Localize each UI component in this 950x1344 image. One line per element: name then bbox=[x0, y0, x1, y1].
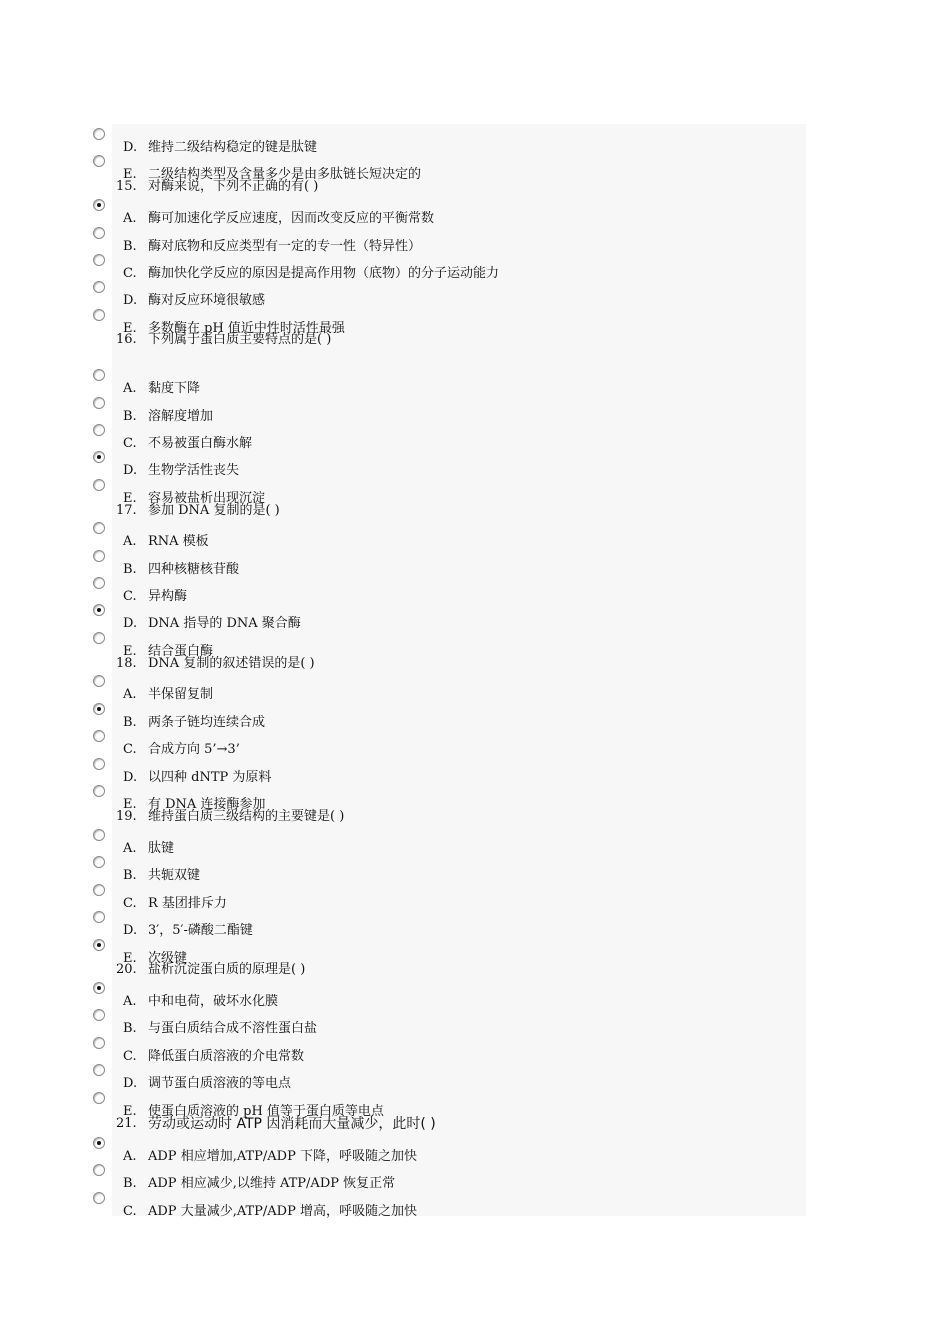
option-letter: C. bbox=[123, 589, 137, 604]
option-row[interactable] bbox=[0, 1009, 950, 1036]
radio-button[interactable] bbox=[93, 675, 105, 687]
option-row[interactable] bbox=[0, 199, 950, 226]
question-header bbox=[0, 809, 950, 825]
option-letter: C. bbox=[123, 896, 137, 911]
option-row[interactable] bbox=[0, 155, 950, 182]
option-letter: B. bbox=[123, 239, 137, 254]
radio-button[interactable] bbox=[93, 884, 105, 896]
option-letter: D. bbox=[123, 140, 138, 155]
option-row[interactable] bbox=[0, 128, 950, 155]
option-letter: C. bbox=[123, 436, 137, 451]
option-text: 中和电荷，破坏水化膜 bbox=[148, 994, 279, 1009]
option-row[interactable] bbox=[0, 451, 950, 478]
option-row[interactable] bbox=[0, 785, 950, 812]
radio-button-selected[interactable] bbox=[93, 451, 105, 463]
radio-button[interactable] bbox=[93, 1092, 105, 1104]
option-letter: D. bbox=[123, 616, 138, 631]
option-text: 生物学活性丧失 bbox=[148, 463, 240, 478]
option-row[interactable] bbox=[0, 604, 950, 631]
radio-dot-icon bbox=[97, 608, 101, 612]
option-text: 不易被蛋白酶水解 bbox=[148, 436, 253, 451]
radio-dot-icon bbox=[97, 986, 101, 990]
radio-button[interactable] bbox=[93, 128, 105, 140]
option-row[interactable] bbox=[0, 550, 950, 577]
radio-button[interactable] bbox=[93, 254, 105, 266]
radio-button[interactable] bbox=[93, 1064, 105, 1076]
option-text: 共轭双键 bbox=[148, 868, 201, 883]
radio-button[interactable] bbox=[93, 911, 105, 923]
option-letter: E. bbox=[123, 1104, 137, 1119]
option-text: 使蛋白质溶液的 pH 值等于蛋白质等电点 bbox=[148, 1104, 384, 1119]
option-row[interactable] bbox=[0, 369, 950, 396]
option-letter: D. bbox=[123, 463, 138, 478]
option-row[interactable] bbox=[0, 1064, 950, 1091]
option-letter: B. bbox=[123, 1176, 137, 1191]
question-number: 18. bbox=[116, 656, 137, 671]
option-letter: E. bbox=[123, 951, 137, 966]
question-text: 劳动或运动时 ATP 因消耗而大量减少，此时( ) bbox=[148, 1116, 436, 1132]
question-number: 21. bbox=[116, 1116, 137, 1131]
radio-dot-icon bbox=[97, 707, 101, 711]
option-letter: D. bbox=[123, 1076, 138, 1091]
option-letter: A. bbox=[123, 1149, 137, 1164]
option-row[interactable] bbox=[0, 577, 950, 604]
option-letter: B. bbox=[123, 409, 137, 424]
option-text: ADP 大量减少,ATP/ADP 增高，呼吸随之加快 bbox=[148, 1204, 417, 1219]
radio-button[interactable] bbox=[93, 785, 105, 797]
option-letter: A. bbox=[123, 687, 137, 702]
radio-button-selected[interactable] bbox=[93, 703, 105, 715]
option-letter: A. bbox=[123, 381, 137, 396]
radio-button[interactable] bbox=[93, 758, 105, 770]
radio-button[interactable] bbox=[93, 281, 105, 293]
option-text: 结合蛋白酶 bbox=[148, 644, 214, 659]
radio-button[interactable] bbox=[93, 1037, 105, 1049]
option-row[interactable] bbox=[0, 1164, 950, 1191]
option-letter: B. bbox=[123, 868, 137, 883]
option-row[interactable] bbox=[0, 1092, 950, 1119]
option-letter: B. bbox=[123, 715, 137, 730]
option-letter: D. bbox=[123, 923, 138, 938]
option-text: 多数酶在 pH 值近中性时活性最强 bbox=[148, 321, 345, 336]
option-row[interactable] bbox=[0, 632, 950, 659]
option-letter: C. bbox=[123, 1049, 137, 1064]
radio-button[interactable] bbox=[93, 369, 105, 381]
radio-button[interactable] bbox=[93, 632, 105, 644]
option-letter: E. bbox=[123, 644, 137, 659]
radio-button-selected[interactable] bbox=[93, 982, 105, 994]
option-letter: A. bbox=[123, 211, 137, 226]
option-text: 调节蛋白质溶液的等电点 bbox=[148, 1076, 292, 1091]
option-letter: A. bbox=[123, 534, 137, 549]
option-row[interactable] bbox=[0, 424, 950, 451]
option-row[interactable] bbox=[0, 829, 950, 856]
radio-button[interactable] bbox=[93, 550, 105, 562]
option-text: 黏度下降 bbox=[148, 381, 201, 396]
option-text: 四种核糖核苷酸 bbox=[148, 562, 240, 577]
radio-button[interactable] bbox=[93, 155, 105, 167]
option-letter: C. bbox=[123, 1204, 137, 1219]
option-row[interactable] bbox=[0, 281, 950, 308]
option-letter: E. bbox=[123, 167, 137, 182]
option-text: 半保留复制 bbox=[148, 687, 214, 702]
option-row[interactable] bbox=[0, 522, 950, 549]
radio-button[interactable] bbox=[93, 522, 105, 534]
option-row[interactable] bbox=[0, 397, 950, 424]
option-row[interactable] bbox=[0, 254, 950, 281]
radio-button[interactable] bbox=[93, 856, 105, 868]
radio-button[interactable] bbox=[93, 424, 105, 436]
radio-button[interactable] bbox=[93, 829, 105, 841]
radio-button[interactable] bbox=[93, 479, 105, 491]
radio-button[interactable] bbox=[93, 309, 105, 321]
radio-button-selected[interactable] bbox=[93, 1137, 105, 1149]
radio-button-selected[interactable] bbox=[93, 199, 105, 211]
question-header bbox=[0, 332, 950, 348]
option-row[interactable] bbox=[0, 703, 950, 730]
option-text: 容易被盐析出现沉淀 bbox=[148, 491, 266, 506]
question-header bbox=[0, 179, 950, 195]
radio-button[interactable] bbox=[93, 1192, 105, 1204]
option-text: ADP 相应增加,ATP/ADP 下降，呼吸随之加快 bbox=[148, 1149, 417, 1164]
option-text: 以四种 dNTP 为原料 bbox=[148, 770, 272, 785]
option-text: 酶对反应环境很敏感 bbox=[148, 293, 266, 308]
radio-dot-icon bbox=[97, 203, 101, 207]
radio-button[interactable] bbox=[93, 730, 105, 742]
option-text: 肽键 bbox=[148, 841, 175, 856]
option-text: 酶加快化学反应的原因是提高作用物（底物）的分子运动能力 bbox=[148, 266, 500, 281]
radio-button[interactable] bbox=[93, 577, 105, 589]
option-row[interactable] bbox=[0, 730, 950, 757]
question-text: 对酶来说，下列不正确的有( ) bbox=[148, 179, 319, 194]
option-letter: B. bbox=[123, 562, 137, 577]
radio-dot-icon bbox=[97, 943, 101, 947]
option-letter: D. bbox=[123, 770, 138, 785]
option-letter: E. bbox=[123, 321, 137, 336]
option-text: 降低蛋白质溶液的介电常数 bbox=[148, 1049, 305, 1064]
option-text: 维持二级结构稳定的键是肽键 bbox=[148, 140, 318, 155]
option-text: 溶解度增加 bbox=[148, 409, 214, 424]
option-text: DNA 指导的 DNA 聚合酶 bbox=[148, 616, 301, 631]
option-text: RNA 模板 bbox=[148, 534, 209, 549]
option-row[interactable] bbox=[0, 1192, 950, 1219]
option-row[interactable] bbox=[0, 479, 950, 506]
option-text: ADP 相应减少,以维持 ATP/ADP 恢复正常 bbox=[148, 1176, 396, 1191]
question-header bbox=[0, 962, 950, 978]
option-row[interactable] bbox=[0, 1137, 950, 1164]
question-number: 17. bbox=[116, 503, 137, 518]
option-letter: C. bbox=[123, 742, 137, 757]
option-text: 异构酶 bbox=[148, 589, 188, 604]
option-text: 次级键 bbox=[148, 951, 188, 966]
option-text: 3′，5′-磷酸二酯键 bbox=[148, 923, 253, 938]
option-row[interactable] bbox=[0, 982, 950, 1009]
question-header bbox=[0, 503, 950, 519]
question-text: DNA 复制的叙述错误的是( ) bbox=[148, 656, 315, 671]
question-header bbox=[0, 656, 950, 672]
question-number: 15. bbox=[116, 179, 137, 194]
option-row[interactable] bbox=[0, 856, 950, 883]
radio-dot-icon bbox=[97, 1141, 101, 1145]
option-row[interactable] bbox=[0, 1037, 950, 1064]
question-header bbox=[0, 1116, 950, 1132]
radio-button[interactable] bbox=[93, 1009, 105, 1021]
radio-button[interactable] bbox=[93, 397, 105, 409]
option-letter: D. bbox=[123, 293, 138, 308]
option-text: 两条子链均连续合成 bbox=[148, 715, 266, 730]
option-text: 有 DNA 连接酶参加 bbox=[148, 797, 266, 812]
option-row[interactable] bbox=[0, 758, 950, 785]
option-text: 酶可加速化学反应速度，因而改变反应的平衡常数 bbox=[148, 211, 435, 226]
option-letter: E. bbox=[123, 797, 137, 812]
option-text: 二级结构类型及含量多少是由多肽链长短决定的 bbox=[148, 167, 422, 182]
option-letter: A. bbox=[123, 994, 137, 1009]
option-text: 酶对底物和反应类型有一定的专一性（特异性） bbox=[148, 239, 422, 254]
question-text: 下列属于蛋白质主要特点的是( ) bbox=[148, 332, 332, 347]
option-text: 合成方向 5’→3’ bbox=[148, 742, 240, 757]
option-letter: C. bbox=[123, 266, 137, 281]
question-text: 盐析沉淀蛋白质的原理是( ) bbox=[148, 962, 306, 977]
option-letter: B. bbox=[123, 1021, 137, 1036]
radio-button-selected[interactable] bbox=[93, 939, 105, 951]
option-row[interactable] bbox=[0, 227, 950, 254]
option-row[interactable] bbox=[0, 675, 950, 702]
question-text: 参加 DNA 复制的是( ) bbox=[148, 503, 280, 518]
option-letter: A. bbox=[123, 841, 137, 856]
radio-button[interactable] bbox=[93, 227, 105, 239]
question-number: 16. bbox=[116, 332, 137, 347]
option-letter: E. bbox=[123, 491, 137, 506]
option-row[interactable] bbox=[0, 884, 950, 911]
radio-dot-icon bbox=[97, 455, 101, 459]
option-text: 与蛋白质结合成不溶性蛋白盐 bbox=[148, 1021, 318, 1036]
option-row[interactable] bbox=[0, 911, 950, 938]
question-number: 19. bbox=[116, 809, 137, 824]
radio-button[interactable] bbox=[93, 1164, 105, 1176]
question-number: 20. bbox=[116, 962, 137, 977]
radio-button-selected[interactable] bbox=[93, 604, 105, 616]
question-text: 维持蛋白质三级结构的主要键是( ) bbox=[148, 809, 345, 824]
option-text: R 基团排斥力 bbox=[148, 896, 227, 911]
